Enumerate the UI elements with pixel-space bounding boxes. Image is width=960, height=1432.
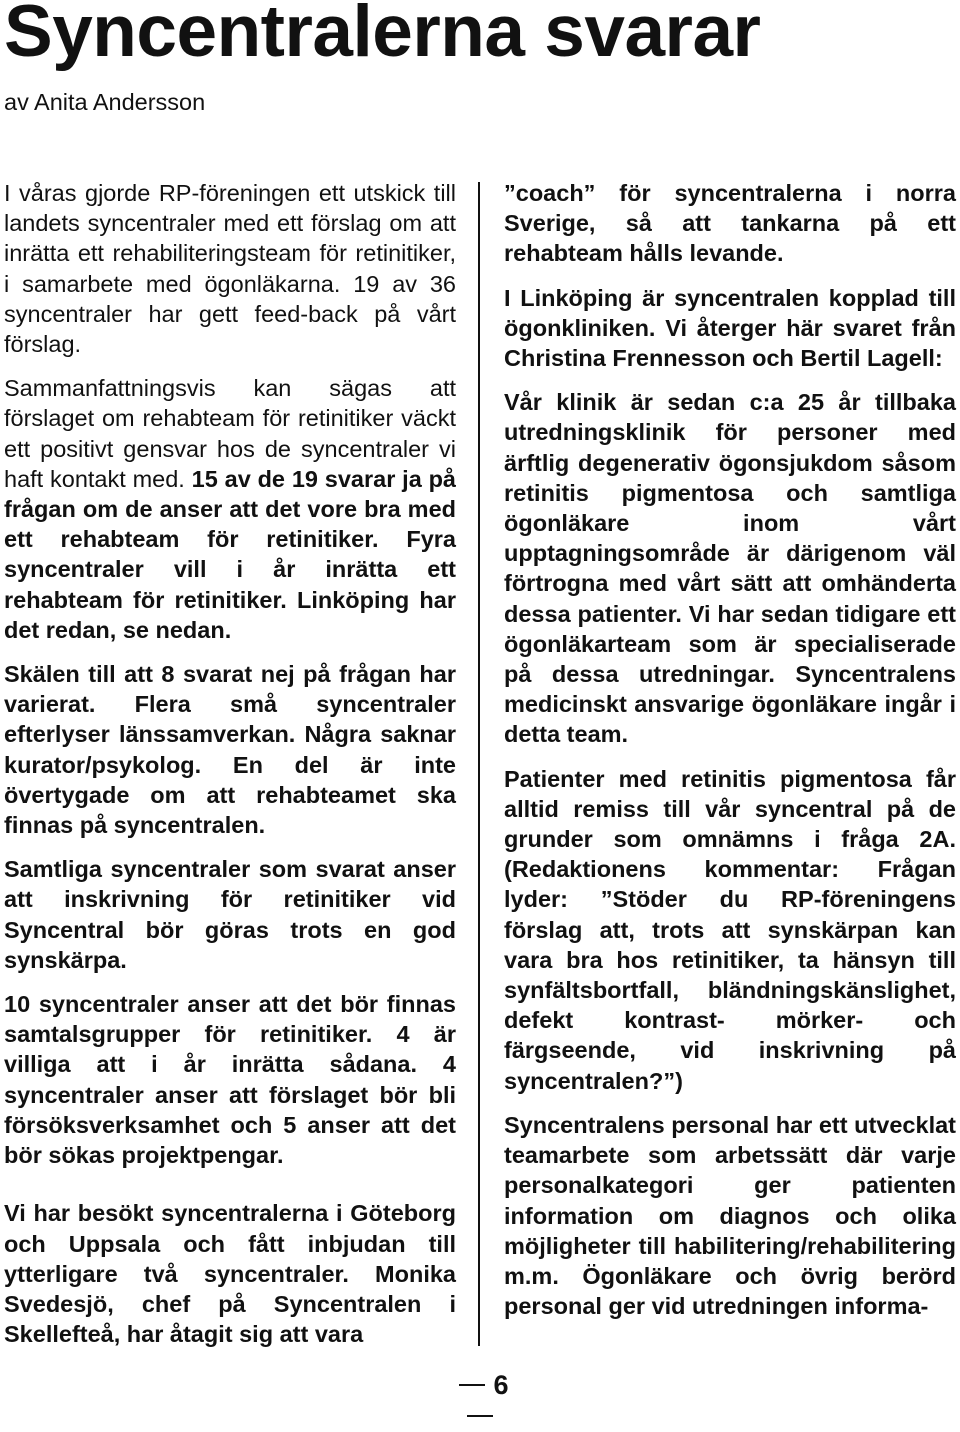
paragraph-reasons: Skälen till att 8 svarat nej på frågan har varierat. Flera små syncentraler efterlyser länssamverkan. Några saknar kurator/psykolog. En del är inte övertygade om att rehabteamet ska finnas på syncentralen. [4,661,456,839]
paragraph-teamarbete: Syncentralens personal har ett utvecklat teamarbete som arbetssätt där varje personalkategori ger patienten information om diagnos och olika möjligheter till habilitering/rehabilitering m.m. Ögonläkare och övrig berörd personal ger vid utredningen informa- [504,1111,956,1320]
paragraph-inskrivning: Samtliga syncentraler som svarat anser att inskrivning för retinitiker vid Syncentral bör göras trots en god synskärpa. [4,856,456,973]
paragraph-intro: I våras gjorde RP-föreningen ett utskick till landets syncentraler med ett förslag om att inrätta ett rehabiliteringsteam för retinitiker, i samarbete med ögonläkarna. 19 av 36 syncentraler har gett feed-back på vårt förslag. [4,180,456,358]
paragraph-remiss: Patienter med retinitis pigmentosa får alltid remiss till vår syncentral på de grunder som omnämns i fråga 2A. (Redaktionens kommentar: Frågan lyder: ”Stöder du RP-föreningens förslag att, trots att synskärpan kan vara bra hos retinitiker, ta hänsyn till synfältsbortfall, bländningskänslighet, defekt kontrast- mörker- och färgseende, vid inskrivning på syncentralen?”) [504,765,956,1094]
paragraph-linkoping: I Linköping är syncentralen kopplad till ögonkliniken. Vi återger här svaret från Christina Frennesson och Bertil Lagell: [504,284,956,372]
article-title: Syncentralerna svarar [4,0,761,72]
paragraph-besok: Vi har besökt syncentralerna i Göteborg och Uppsala och fått inbjudan till ytterligare två syncentraler. Monika Svedesjö, chef på Syncentralen i Skellefteå, har åtagit sig att vara [4,1200,456,1348]
summary-text: Sammanfattningsvis kan sägas att förslaget om rehabteam för retinitiker väckt ett positivt gensvar hos de syncentraler vi haft kontakt med. [4,375,456,492]
page-number [440,1370,520,1432]
page-number-dash-right [467,1415,493,1417]
right-column [504,178,956,1335]
paragraph-samtalsgrupper: 10 syncentraler anser att det bör finnas samtalsgrupper för retinitiker. 4 är villiga att i år inrätta sådana. 4 syncentraler anser att förslaget bör bli försöksverksamhet och 5 anser att det bör sökas projektpengar. [4,991,456,1169]
paragraph-coach: ”coach” för syncentralerna i norra Sverige, så att tankarna på ett rehabteam hålls levande. [504,180,956,267]
summary-text-bold: 15 av de 19 svarar ja på frågan om de anser att det vore bra med ett rehabteam för retinitiker. Fyra syncentraler vill i år inrätta ett rehabteam för retinitiker. Linköping har det redan, se nedan. [4,465,456,643]
paragraph-klinik: Vår klinik är sedan c:a 25 år tillbaka utredningsklinik för personer med ärftlig degenerativ ögonsjukdom såsom retinitis pigmentosa och samtliga ögonläkare inom vårt upptagningsområde är därigenom väl förtrogna med vårt sätt att omhänderta dessa patienter. Vi har sedan tidigare ett ögonläkarteam som är specialiserade på dessa utredningar. Syncentralens medicinskt ansvarige ögonläkare ingår i detta team. [504,389,956,748]
left-column [4,178,456,1363]
page-number-value: 6 [493,1370,509,1400]
column-divider [478,182,480,1346]
paragraph-summary [4,373,456,645]
page-number-dash-left [459,1384,485,1386]
article-byline: av Anita Andersson [4,89,206,115]
